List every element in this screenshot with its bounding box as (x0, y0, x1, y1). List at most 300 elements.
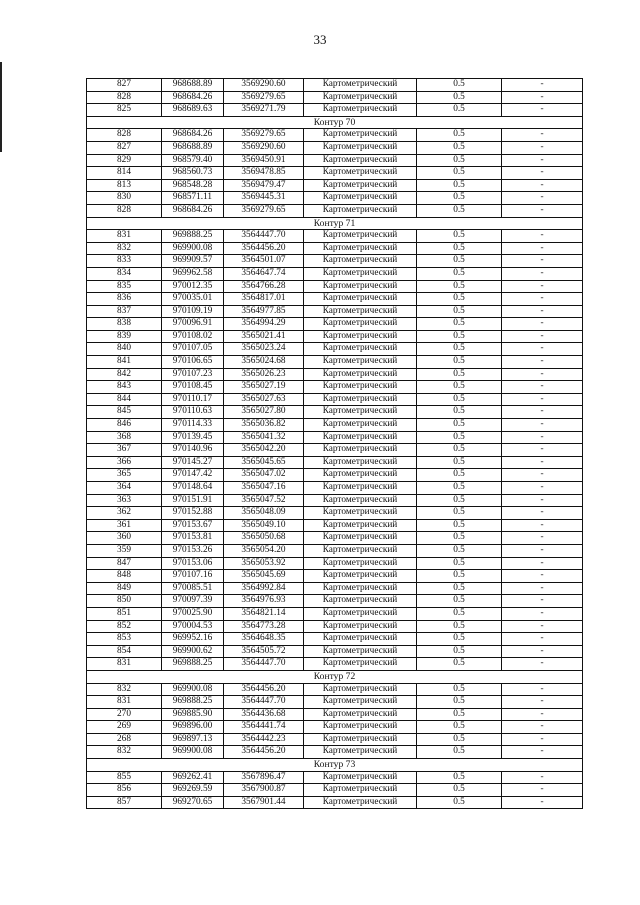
description-cell: - (502, 230, 583, 243)
description-cell: - (502, 683, 583, 696)
y-coordinate-cell: 3565045.69 (224, 570, 304, 583)
y-coordinate-cell: 3565024.68 (224, 356, 304, 369)
y-coordinate-cell: 3564647.74 (224, 267, 304, 280)
accuracy-cell: 0.5 (417, 620, 502, 633)
method-cell: Картометрический (304, 557, 417, 570)
method-cell: Картометрический (304, 79, 417, 92)
accuracy-cell: 0.5 (417, 784, 502, 797)
description-cell: - (502, 532, 583, 545)
table-row (87, 343, 583, 356)
x-coordinate-cell: 969888.25 (162, 658, 224, 671)
x-coordinate-cell: 970025.90 (162, 607, 224, 620)
point-number-cell: 270 (87, 708, 162, 721)
x-coordinate-cell: 970153.06 (162, 557, 224, 570)
point-number-cell: 851 (87, 607, 162, 620)
description-cell: - (502, 771, 583, 784)
table-row (87, 607, 583, 620)
accuracy-cell: 0.5 (417, 494, 502, 507)
table-row (87, 557, 583, 570)
description-cell: - (502, 696, 583, 709)
point-number-cell: 360 (87, 532, 162, 545)
description-cell: - (502, 721, 583, 734)
point-number-cell: 854 (87, 645, 162, 658)
point-number-cell: 366 (87, 456, 162, 469)
contour-label: Контур 71 (87, 217, 583, 230)
description-cell: - (502, 343, 583, 356)
y-coordinate-cell: 3565026.23 (224, 368, 304, 381)
table-row (87, 494, 583, 507)
description-cell: - (502, 179, 583, 192)
point-number-cell: 813 (87, 179, 162, 192)
point-number-cell: 814 (87, 167, 162, 180)
accuracy-cell: 0.5 (417, 645, 502, 658)
accuracy-cell: 0.5 (417, 444, 502, 457)
y-coordinate-cell: 3564456.20 (224, 683, 304, 696)
method-cell: Картометрический (304, 406, 417, 419)
y-coordinate-cell: 3565023.24 (224, 343, 304, 356)
point-number-cell: 855 (87, 771, 162, 784)
method-cell: Картометрический (304, 633, 417, 646)
method-cell: Картометрический (304, 771, 417, 784)
point-number-cell: 364 (87, 482, 162, 495)
y-coordinate-cell: 3565021.41 (224, 330, 304, 343)
description-cell: - (502, 482, 583, 495)
table-row (87, 79, 583, 92)
y-coordinate-cell: 3565047.02 (224, 469, 304, 482)
x-coordinate-cell: 970147.42 (162, 469, 224, 482)
point-number-cell: 362 (87, 507, 162, 520)
table-row (87, 381, 583, 394)
point-number-cell: 832 (87, 242, 162, 255)
accuracy-cell: 0.5 (417, 242, 502, 255)
method-cell: Картометрический (304, 381, 417, 394)
method-cell: Картометрический (304, 544, 417, 557)
y-coordinate-cell: 3565048.09 (224, 507, 304, 520)
description-cell: - (502, 204, 583, 217)
table-row (87, 746, 583, 759)
x-coordinate-cell: 969909.57 (162, 255, 224, 268)
method-cell: Картометрический (304, 419, 417, 432)
method-cell: Картометрический (304, 154, 417, 167)
method-cell: Картометрический (304, 255, 417, 268)
method-cell: Картометрический (304, 607, 417, 620)
description-cell: - (502, 582, 583, 595)
y-coordinate-cell: 3564821.14 (224, 607, 304, 620)
y-coordinate-cell: 3565049.10 (224, 519, 304, 532)
table-row (87, 167, 583, 180)
x-coordinate-cell: 968684.26 (162, 129, 224, 142)
description-cell: - (502, 154, 583, 167)
method-cell: Картометрический (304, 582, 417, 595)
accuracy-cell: 0.5 (417, 381, 502, 394)
method-cell: Картометрический (304, 658, 417, 671)
description-cell: - (502, 267, 583, 280)
x-coordinate-cell: 970153.26 (162, 544, 224, 557)
y-coordinate-cell: 3565027.19 (224, 381, 304, 394)
method-cell: Картометрический (304, 305, 417, 318)
description-cell: - (502, 280, 583, 293)
contour-label: Контур 70 (87, 116, 583, 129)
accuracy-cell: 0.5 (417, 733, 502, 746)
accuracy-cell: 0.5 (417, 683, 502, 696)
table-row (87, 368, 583, 381)
table-row (87, 796, 583, 809)
x-coordinate-cell: 970153.67 (162, 519, 224, 532)
x-coordinate-cell: 970096.91 (162, 318, 224, 331)
accuracy-cell: 0.5 (417, 230, 502, 243)
table-row (87, 204, 583, 217)
method-cell: Картометрический (304, 141, 417, 154)
y-coordinate-cell: 3565054.20 (224, 544, 304, 557)
contour-label: Контур 73 (87, 759, 583, 772)
table-row (87, 708, 583, 721)
x-coordinate-cell: 968684.26 (162, 204, 224, 217)
table-row (87, 318, 583, 331)
x-coordinate-cell: 970151.91 (162, 494, 224, 507)
point-number-cell: 857 (87, 796, 162, 809)
y-coordinate-cell: 3564994.29 (224, 318, 304, 331)
method-cell: Картометрический (304, 456, 417, 469)
x-coordinate-cell: 969952.16 (162, 633, 224, 646)
table-row (87, 356, 583, 369)
description-cell: - (502, 167, 583, 180)
method-cell: Картометрический (304, 192, 417, 205)
table-row (87, 544, 583, 557)
accuracy-cell: 0.5 (417, 456, 502, 469)
y-coordinate-cell: 3564436.68 (224, 708, 304, 721)
point-number-cell: 363 (87, 494, 162, 507)
table-row (87, 595, 583, 608)
table-row (87, 305, 583, 318)
accuracy-cell: 0.5 (417, 204, 502, 217)
accuracy-cell: 0.5 (417, 79, 502, 92)
y-coordinate-cell: 3564441.74 (224, 721, 304, 734)
point-number-cell: 268 (87, 733, 162, 746)
table-row (87, 721, 583, 734)
point-number-cell: 829 (87, 154, 162, 167)
x-coordinate-cell: 968571.11 (162, 192, 224, 205)
x-coordinate-cell: 970153.81 (162, 532, 224, 545)
method-cell: Картометрический (304, 519, 417, 532)
y-coordinate-cell: 3569279.65 (224, 204, 304, 217)
y-coordinate-cell: 3565047.16 (224, 482, 304, 495)
table-row (87, 267, 583, 280)
table-row (87, 230, 583, 243)
description-cell: - (502, 293, 583, 306)
point-number-cell: 848 (87, 570, 162, 583)
x-coordinate-cell: 970012.35 (162, 280, 224, 293)
table-row (87, 771, 583, 784)
table-row (87, 280, 583, 293)
accuracy-cell: 0.5 (417, 544, 502, 557)
description-cell: - (502, 595, 583, 608)
y-coordinate-cell: 3569450.91 (224, 154, 304, 167)
x-coordinate-cell: 968684.26 (162, 91, 224, 104)
y-coordinate-cell: 3564773.28 (224, 620, 304, 633)
point-number-cell: 828 (87, 129, 162, 142)
table-row (87, 104, 583, 117)
y-coordinate-cell: 3564447.70 (224, 230, 304, 243)
point-number-cell: 852 (87, 620, 162, 633)
accuracy-cell: 0.5 (417, 721, 502, 734)
coordinates-table-container (86, 78, 582, 809)
table-row (87, 444, 583, 457)
accuracy-cell: 0.5 (417, 330, 502, 343)
method-cell: Картометрический (304, 230, 417, 243)
description-cell: - (502, 519, 583, 532)
x-coordinate-cell: 970152.88 (162, 507, 224, 520)
y-coordinate-cell: 3569290.60 (224, 79, 304, 92)
table-row (87, 507, 583, 520)
y-coordinate-cell: 3567900.87 (224, 784, 304, 797)
y-coordinate-cell: 3564766.28 (224, 280, 304, 293)
y-coordinate-cell: 3564501.07 (224, 255, 304, 268)
description-cell: - (502, 393, 583, 406)
table-row (87, 419, 583, 432)
contour-header-row (87, 217, 583, 230)
method-cell: Картометрический (304, 570, 417, 583)
accuracy-cell: 0.5 (417, 267, 502, 280)
y-coordinate-cell: 3567901.44 (224, 796, 304, 809)
contour-header-row (87, 116, 583, 129)
description-cell: - (502, 658, 583, 671)
x-coordinate-cell: 970114.33 (162, 419, 224, 432)
y-coordinate-cell: 3564447.70 (224, 658, 304, 671)
description-cell: - (502, 607, 583, 620)
accuracy-cell: 0.5 (417, 570, 502, 583)
accuracy-cell: 0.5 (417, 557, 502, 570)
y-coordinate-cell: 3569290.60 (224, 141, 304, 154)
x-coordinate-cell: 970106.65 (162, 356, 224, 369)
table-row (87, 179, 583, 192)
y-coordinate-cell: 3564447.70 (224, 696, 304, 709)
method-cell: Картометрический (304, 280, 417, 293)
description-cell: - (502, 91, 583, 104)
point-number-cell: 840 (87, 343, 162, 356)
point-number-cell: 269 (87, 721, 162, 734)
method-cell: Картометрический (304, 532, 417, 545)
accuracy-cell: 0.5 (417, 91, 502, 104)
description-cell: - (502, 141, 583, 154)
description-cell: - (502, 356, 583, 369)
description-cell: - (502, 104, 583, 117)
description-cell: - (502, 444, 583, 457)
accuracy-cell: 0.5 (417, 658, 502, 671)
method-cell: Картометрический (304, 620, 417, 633)
method-cell: Картометрический (304, 179, 417, 192)
y-coordinate-cell: 3564456.20 (224, 242, 304, 255)
x-coordinate-cell: 969962.58 (162, 267, 224, 280)
accuracy-cell: 0.5 (417, 318, 502, 331)
accuracy-cell: 0.5 (417, 179, 502, 192)
point-number-cell: 838 (87, 318, 162, 331)
point-number-cell: 842 (87, 368, 162, 381)
point-number-cell: 367 (87, 444, 162, 457)
point-number-cell: 825 (87, 104, 162, 117)
y-coordinate-cell: 3569279.65 (224, 129, 304, 142)
accuracy-cell: 0.5 (417, 368, 502, 381)
accuracy-cell: 0.5 (417, 607, 502, 620)
x-coordinate-cell: 970107.05 (162, 343, 224, 356)
point-number-cell: 844 (87, 393, 162, 406)
description-cell: - (502, 784, 583, 797)
table-row (87, 582, 583, 595)
table-row (87, 242, 583, 255)
description-cell: - (502, 796, 583, 809)
x-coordinate-cell: 970035.01 (162, 293, 224, 306)
method-cell: Картометрический (304, 696, 417, 709)
y-coordinate-cell: 3565027.63 (224, 393, 304, 406)
description-cell: - (502, 242, 583, 255)
method-cell: Картометрический (304, 444, 417, 457)
x-coordinate-cell: 969269.59 (162, 784, 224, 797)
method-cell: Картометрический (304, 733, 417, 746)
point-number-cell: 850 (87, 595, 162, 608)
description-cell: - (502, 419, 583, 432)
accuracy-cell: 0.5 (417, 595, 502, 608)
method-cell: Картометрический (304, 318, 417, 331)
point-number-cell: 832 (87, 683, 162, 696)
method-cell: Картометрический (304, 482, 417, 495)
method-cell: Картометрический (304, 293, 417, 306)
accuracy-cell: 0.5 (417, 141, 502, 154)
description-cell: - (502, 544, 583, 557)
x-coordinate-cell: 968548.28 (162, 179, 224, 192)
method-cell: Картометрический (304, 595, 417, 608)
y-coordinate-cell: 3569279.65 (224, 91, 304, 104)
description-cell: - (502, 192, 583, 205)
method-cell: Картометрический (304, 368, 417, 381)
y-coordinate-cell: 3564817.01 (224, 293, 304, 306)
y-coordinate-cell: 3565050.68 (224, 532, 304, 545)
y-coordinate-cell: 3565042.20 (224, 444, 304, 457)
accuracy-cell: 0.5 (417, 519, 502, 532)
accuracy-cell: 0.5 (417, 154, 502, 167)
method-cell: Картометрический (304, 431, 417, 444)
x-coordinate-cell: 968689.63 (162, 104, 224, 117)
description-cell: - (502, 469, 583, 482)
contour-header-row (87, 670, 583, 683)
accuracy-cell: 0.5 (417, 255, 502, 268)
accuracy-cell: 0.5 (417, 104, 502, 117)
description-cell: - (502, 645, 583, 658)
table-row (87, 129, 583, 142)
table-row (87, 645, 583, 658)
coordinates-table (86, 78, 583, 809)
method-cell: Картометрический (304, 469, 417, 482)
y-coordinate-cell: 3569479.47 (224, 179, 304, 192)
accuracy-cell: 0.5 (417, 406, 502, 419)
y-coordinate-cell: 3564648.35 (224, 633, 304, 646)
point-number-cell: 831 (87, 696, 162, 709)
x-coordinate-cell: 968688.89 (162, 79, 224, 92)
accuracy-cell: 0.5 (417, 532, 502, 545)
method-cell: Картометрический (304, 91, 417, 104)
table-row (87, 620, 583, 633)
x-coordinate-cell: 969888.25 (162, 696, 224, 709)
y-coordinate-cell: 3564456.20 (224, 746, 304, 759)
table-row (87, 696, 583, 709)
x-coordinate-cell: 969885.90 (162, 708, 224, 721)
accuracy-cell: 0.5 (417, 431, 502, 444)
x-coordinate-cell: 970107.23 (162, 368, 224, 381)
x-coordinate-cell: 968688.89 (162, 141, 224, 154)
contour-header-row (87, 759, 583, 772)
point-number-cell: 836 (87, 293, 162, 306)
accuracy-cell: 0.5 (417, 482, 502, 495)
y-coordinate-cell: 3564505.72 (224, 645, 304, 658)
method-cell: Картометрический (304, 645, 417, 658)
point-number-cell: 846 (87, 419, 162, 432)
x-coordinate-cell: 968560.73 (162, 167, 224, 180)
method-cell: Картометрический (304, 494, 417, 507)
accuracy-cell: 0.5 (417, 469, 502, 482)
method-cell: Картометрический (304, 507, 417, 520)
accuracy-cell: 0.5 (417, 293, 502, 306)
description-cell: - (502, 330, 583, 343)
x-coordinate-cell: 970110.63 (162, 406, 224, 419)
accuracy-cell: 0.5 (417, 343, 502, 356)
method-cell: Картометрический (304, 784, 417, 797)
y-coordinate-cell: 3569445.31 (224, 192, 304, 205)
method-cell: Картометрический (304, 242, 417, 255)
x-coordinate-cell: 969896.00 (162, 721, 224, 734)
table-row (87, 570, 583, 583)
point-number-cell: 361 (87, 519, 162, 532)
table-row (87, 192, 583, 205)
point-number-cell: 830 (87, 192, 162, 205)
x-coordinate-cell: 970108.45 (162, 381, 224, 394)
method-cell: Картометрический (304, 721, 417, 734)
x-coordinate-cell: 969900.08 (162, 242, 224, 255)
point-number-cell: 368 (87, 431, 162, 444)
y-coordinate-cell: 3564442.23 (224, 733, 304, 746)
accuracy-cell: 0.5 (417, 582, 502, 595)
method-cell: Картометрический (304, 267, 417, 280)
accuracy-cell: 0.5 (417, 356, 502, 369)
point-number-cell: 853 (87, 633, 162, 646)
point-number-cell: 835 (87, 280, 162, 293)
accuracy-cell: 0.5 (417, 507, 502, 520)
x-coordinate-cell: 970004.53 (162, 620, 224, 633)
accuracy-cell: 0.5 (417, 796, 502, 809)
y-coordinate-cell: 3565053.92 (224, 557, 304, 570)
table-row (87, 330, 583, 343)
x-coordinate-cell: 970140.96 (162, 444, 224, 457)
x-coordinate-cell: 970085.51 (162, 582, 224, 595)
method-cell: Картометрический (304, 167, 417, 180)
table-row (87, 658, 583, 671)
description-cell: - (502, 708, 583, 721)
description-cell: - (502, 318, 583, 331)
table-row (87, 255, 583, 268)
table-row (87, 784, 583, 797)
contour-label: Контур 72 (87, 670, 583, 683)
table-row (87, 293, 583, 306)
point-number-cell: 837 (87, 305, 162, 318)
y-coordinate-cell: 3564977.85 (224, 305, 304, 318)
point-number-cell: 843 (87, 381, 162, 394)
table-row (87, 469, 583, 482)
table-row (87, 393, 583, 406)
y-coordinate-cell: 3565041.32 (224, 431, 304, 444)
description-cell: - (502, 431, 583, 444)
table-row (87, 406, 583, 419)
accuracy-cell: 0.5 (417, 280, 502, 293)
method-cell: Картометрический (304, 343, 417, 356)
accuracy-cell: 0.5 (417, 393, 502, 406)
accuracy-cell: 0.5 (417, 708, 502, 721)
